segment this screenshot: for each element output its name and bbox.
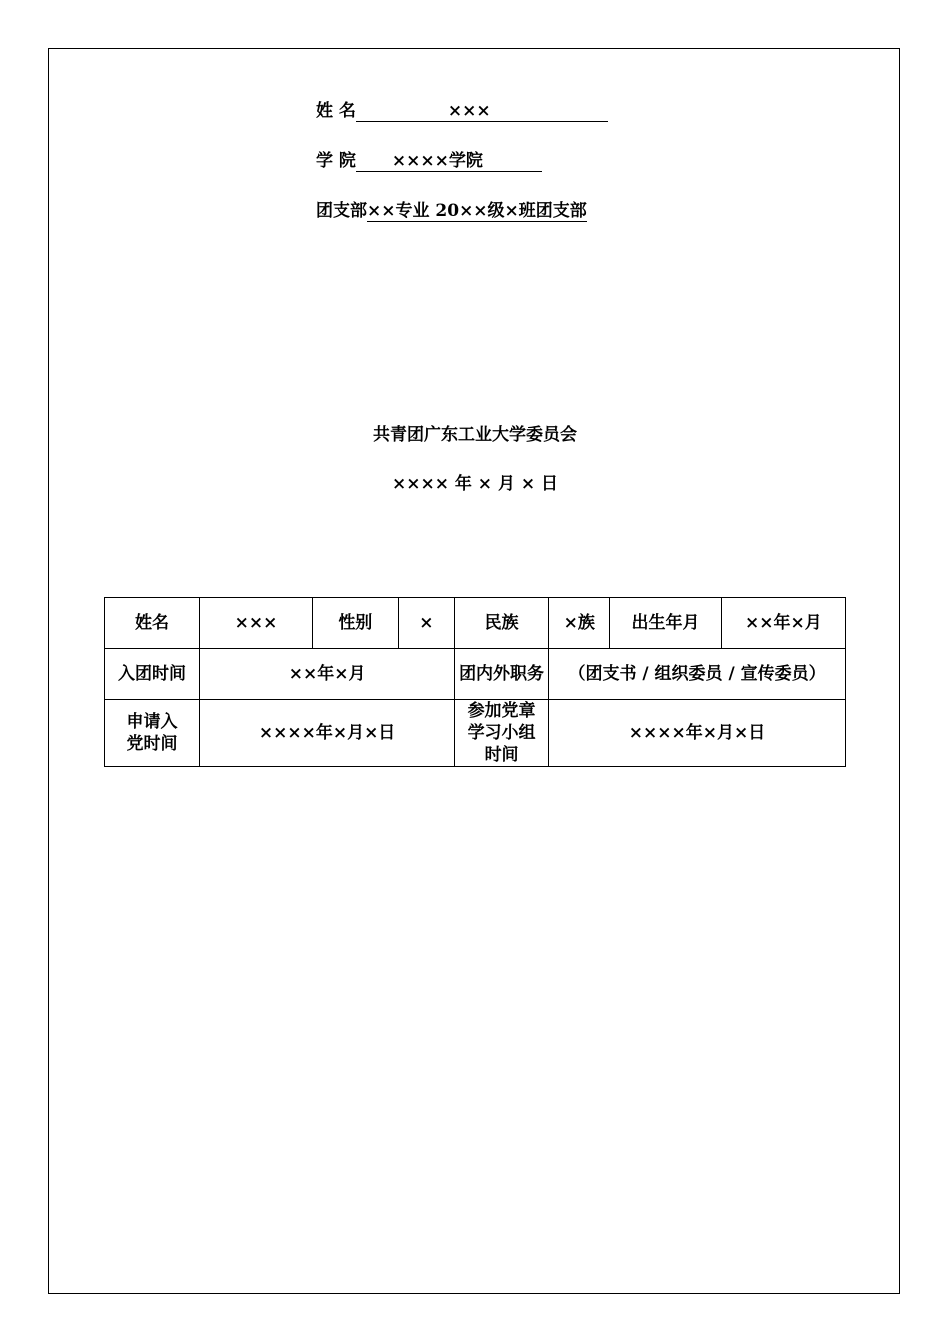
join-league-value-cell: ××年×月 xyxy=(200,649,455,700)
ethnicity-label-cell: 民族 xyxy=(455,598,549,649)
name-label-cell: 姓名 xyxy=(105,598,200,649)
organization-name: 共青团广东工业大学委员会 xyxy=(373,425,577,445)
branch-label: 团支部 xyxy=(316,201,367,221)
gender-label-cell: 性别 xyxy=(312,598,398,649)
birth-value-cell: ××年×月 xyxy=(721,598,845,649)
apply-party-label-cell: 申请入党时间 xyxy=(105,700,200,767)
study-group-value-cell: ××××年×月×日 xyxy=(549,700,846,767)
name-line xyxy=(316,100,608,122)
league-position-value-cell: （团支书 / 组织委员 / 宣传委员） xyxy=(549,649,846,700)
table-row xyxy=(105,598,846,649)
branch-line xyxy=(316,200,587,222)
ethnicity-value-cell: ×族 xyxy=(549,598,610,649)
apply-party-value-cell: ××××年×月×日 xyxy=(200,700,455,767)
college-label: 学 院 xyxy=(316,151,356,171)
name-value: ××× xyxy=(356,101,608,122)
study-group-label-cell: 参加党章学习小组时间 xyxy=(455,700,549,767)
info-table xyxy=(104,597,846,767)
join-league-label-cell: 入团时间 xyxy=(105,649,200,700)
issue-date: ×××× 年 × 月 × 日 xyxy=(391,474,559,494)
name-value-cell: ××× xyxy=(200,598,313,649)
gender-value-cell: × xyxy=(398,598,454,649)
college-line xyxy=(316,150,542,172)
table-row xyxy=(105,649,846,700)
branch-value: ××专业 20××级×班团支部 xyxy=(367,201,587,221)
table-row xyxy=(105,700,846,767)
college-value: ××××学院 xyxy=(356,151,542,172)
birth-label-cell: 出生年月 xyxy=(610,598,721,649)
name-label: 姓 名 xyxy=(316,101,356,121)
league-position-label-cell: 团内外职务 xyxy=(455,649,549,700)
